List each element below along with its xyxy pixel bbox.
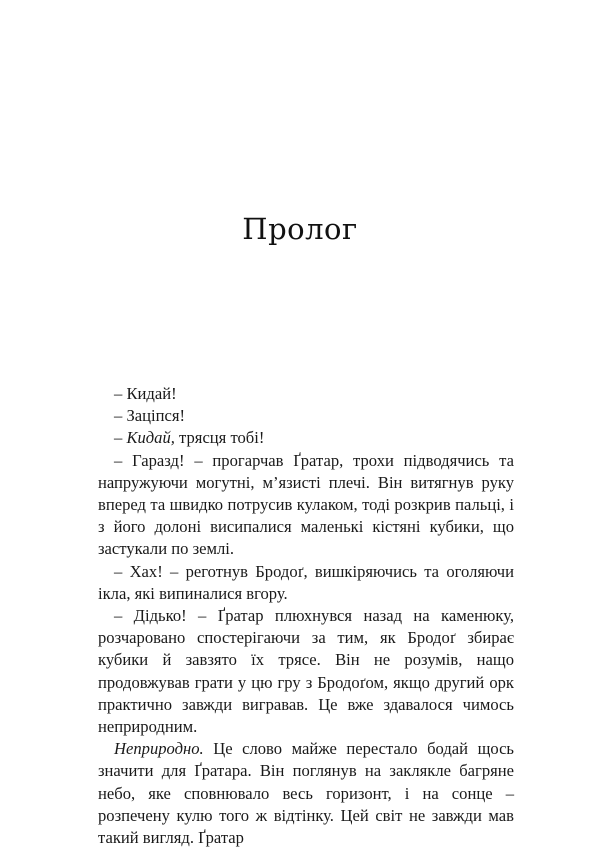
- italic-text-segment: Неприродно.: [114, 739, 204, 759]
- text-segment: –: [114, 428, 127, 448]
- text-segment: – Кидай!: [114, 384, 177, 403]
- paragraph: [98, 738, 514, 849]
- text-segment: – Гаразд! – прогарчав Ґратар, трохи підводячись та напружуючи могутні, м’язисті плечі. Він витягнув руку вперед та швидко потрусив кулаком, тоді розкрив пальці, і з його долоні висипалися маленькі кістяні кубики, що застукали по землі.: [98, 450, 514, 559]
- paragraph: [98, 450, 514, 561]
- paragraph: [98, 605, 514, 738]
- text-segment: – Хах! – реготнув Бродоґ, вишкіряючись та оголяючи ікла, які випиналися вгору.: [98, 561, 514, 603]
- text-segment: трясця тобі!: [174, 428, 265, 448]
- text-segment: – Дідько! – Ґратар плюхнувся назад на каменюку, розчаровано спостерігаючи за тим, як Бродоґ збирає кубики й завзято їх трясе. Він не розумів, нащо продовжував грати у цю гру з Бродоґом, якщо другий орк практично завжди вигравав. Це вже здавалося чимось неприродним.: [98, 606, 514, 737]
- paragraph: [98, 405, 514, 427]
- paragraph: [98, 427, 514, 449]
- text-segment: – Заціпся!: [114, 406, 186, 426]
- paragraph: [98, 383, 514, 405]
- paragraph: [98, 561, 514, 605]
- text-segment: Це слово майже перестало бодай щось значити для Ґратара. Він поглянув на заклякле багряне небо, яке сповнювало весь горизонт, і на сонце – розпечену кулю того ж відтінку. Цей світ не завжди мав такий вигляд. Ґратар: [98, 739, 514, 848]
- italic-text-segment: Кидай,: [126, 428, 175, 448]
- body-text: [98, 383, 514, 849]
- chapter-title: Пролог: [242, 212, 358, 246]
